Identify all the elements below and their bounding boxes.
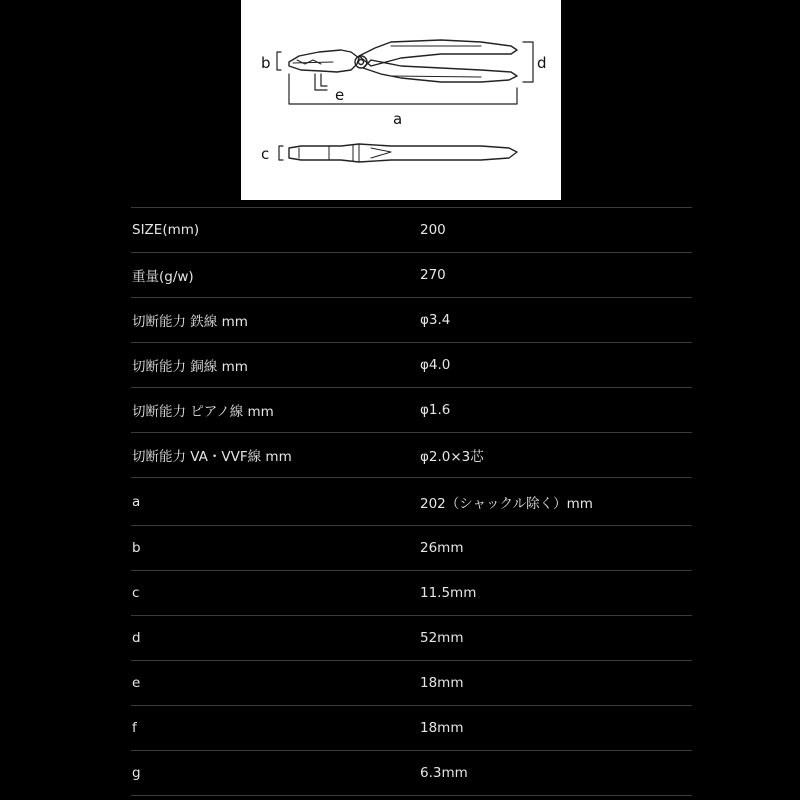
spec-row-f — [131, 706, 692, 751]
label-c: c — [261, 145, 270, 163]
spec-row-a — [131, 478, 692, 526]
spec-row-weight — [131, 253, 692, 298]
spec-row-b — [131, 526, 692, 571]
spec-key: SIZE(mm) — [132, 222, 200, 238]
spec-value: 202（シャックル除く）mm — [420, 495, 593, 512]
spec-row-size — [131, 208, 692, 253]
spec-value: 11.5mm — [420, 585, 477, 601]
top-view-outline — [289, 144, 517, 162]
spec-value: φ3.4 — [420, 312, 451, 328]
spec-value: 6.3mm — [420, 765, 468, 781]
spec-key: 重量(g/w) — [132, 269, 194, 285]
label-b: b — [261, 54, 271, 72]
label-e: e — [335, 86, 345, 104]
spec-value: 26mm — [420, 540, 464, 556]
lower-handle — [363, 60, 517, 82]
pliers-dimension-diagram — [241, 0, 561, 200]
spec-row-d — [131, 616, 692, 661]
label-d: d — [537, 54, 547, 72]
spec-value: 200 — [420, 222, 446, 238]
spec-key: d — [132, 630, 141, 646]
spec-key: 切断能力 VA・VVF線 mm — [132, 449, 292, 465]
spec-value: 52mm — [420, 630, 464, 646]
spec-row-c — [131, 571, 692, 616]
spec-row-cut-vvf-wire — [131, 433, 692, 478]
spec-table — [131, 207, 692, 796]
spec-row-g — [131, 751, 692, 796]
spec-key: b — [132, 540, 141, 556]
spec-key: 切断能力 鉄線 mm — [132, 314, 248, 330]
spec-key: 切断能力 ピアノ線 mm — [132, 404, 274, 420]
spec-row-e — [131, 661, 692, 706]
spec-value: φ1.6 — [420, 402, 451, 418]
spec-value: 270 — [420, 267, 446, 283]
spec-row-cut-iron-wire — [131, 298, 692, 343]
spec-value: 18mm — [420, 675, 464, 691]
spec-key: e — [132, 675, 141, 691]
pliers-drawing — [241, 0, 561, 200]
spec-key: c — [132, 585, 140, 601]
spec-key: g — [132, 765, 141, 781]
label-a: a — [393, 110, 403, 128]
spec-row-cut-copper-wire — [131, 343, 692, 388]
spec-key: 切断能力 銅線 mm — [132, 359, 248, 375]
spec-key: f — [132, 720, 137, 736]
spec-value: φ2.0×3芯 — [420, 449, 484, 465]
spec-row-cut-piano-wire — [131, 388, 692, 433]
spec-value: φ4.0 — [420, 357, 451, 373]
spec-key: a — [132, 493, 141, 510]
spec-value: 18mm — [420, 720, 464, 736]
